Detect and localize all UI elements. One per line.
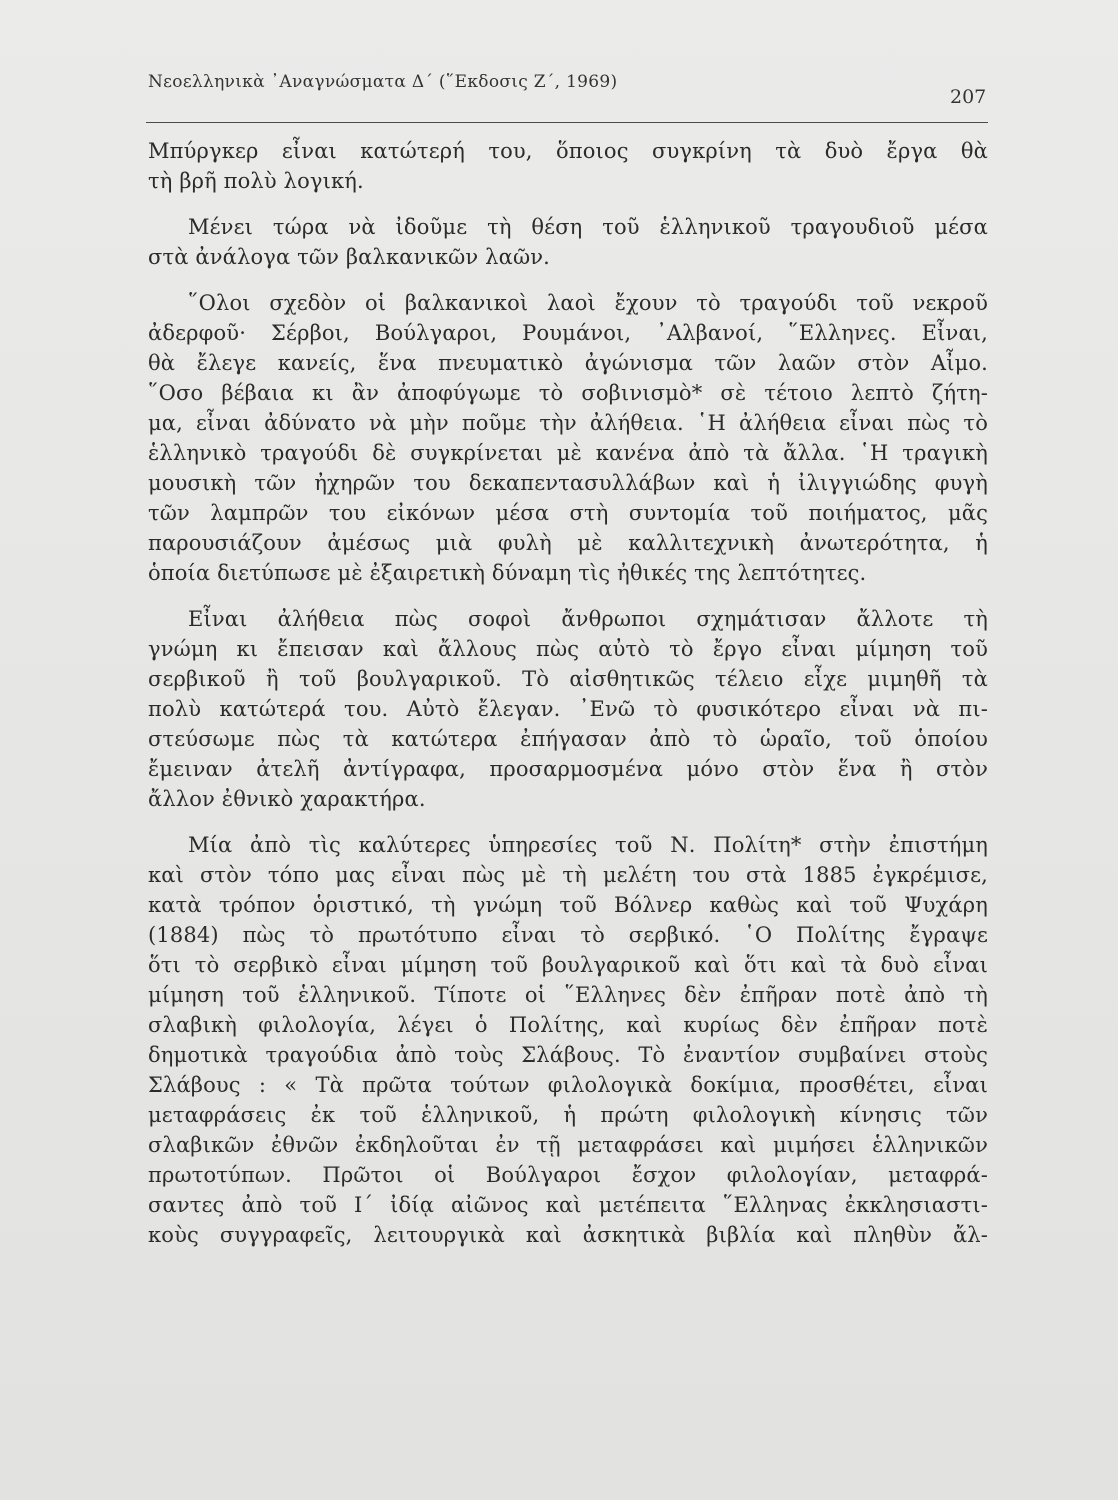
text-line: ἄλλον ἐθνικὸ χαρακτήρα.: [148, 787, 426, 811]
paragraph-5: [148, 830, 988, 1250]
text-line: μα, εἶναι ἀδύνατο νὰ μὴν ποῦμε τὴν ἀλήθεια. ῾Η ἀλήθεια εἶναι πὼς τὸ: [148, 411, 988, 435]
text-line: μεταφράσεις ἐκ τοῦ ἑλληνικοῦ, ἡ πρώτη φιλολογικὴ κίνησις τῶν: [148, 1103, 988, 1127]
text-line: Μένει τώρα νὰ ἰδοῦμε τὴ θέση τοῦ ἑλληνικοῦ τραγουδιοῦ μέσα: [188, 215, 988, 239]
running-header-title: Νεοελληνικὰ ᾿Αναγνώσματα Δ΄ (῞Εκδοσις Ζ΄, 1969): [148, 72, 618, 92]
text-line: (1884) πὼς τὸ πρωτότυπο εἶναι τὸ σερβικό. ῾Ο Πολίτης ἔγραψε: [148, 923, 988, 947]
paragraph-4: [148, 604, 988, 814]
text-line: κατὰ τρόπον ὁριστικό, τὴ γνώμη τοῦ Βόλνερ καθὼς καὶ τοῦ Ψυχάρη: [148, 893, 988, 917]
text-line: ὅτι τὸ σερβικὸ εἶναι μίμηση τοῦ βουλγαρικοῦ καὶ ὅτι καὶ τὰ δυὸ εἶναι: [148, 953, 988, 977]
text-line: κοὺς συγγραφεῖς, λειτουργικὰ καὶ ἀσκητικὰ βιβλία καὶ πληθὺν ἄλ-: [148, 1223, 988, 1247]
text-line: ῞Οσο βέβαια κι ἂν ἀποφύγωμε τὸ σοβινισμὸ* σὲ τέτοιο λεπτὸ ζήτη-: [148, 381, 988, 405]
text-line: ῞Ολοι σχεδὸν οἱ βαλκανικοὶ λαοὶ ἔχουν τὸ τραγούδι τοῦ νεκροῦ: [188, 291, 988, 315]
text-line: σερβικοῦ ἢ τοῦ βουλγαρικοῦ. Τὸ αἰσθητικῶς τέλειο εἶχε μιμηθῆ τὰ: [148, 667, 988, 691]
text-line: Μία ἀπὸ τὶς καλύτερες ὑπηρεσίες τοῦ Ν. Πολίτη* στὴν ἐπιστήμη: [188, 833, 988, 857]
text-line: ὁποία διετύπωσε μὲ ἐξαιρετικὴ δύναμη τὶς ἠθικές της λεπτότητες.: [148, 561, 867, 585]
text-line: παρουσιάζουν ἀμέσως μιὰ φυλὴ μὲ καλλιτεχνικὴ ἀνωτερότητα, ἡ: [148, 531, 988, 555]
text-line: ἔμειναν ἀτελῆ ἀντίγραφα, προσαρμοσμένα μόνο στὸν ἕνα ἢ στὸν: [148, 757, 988, 781]
text-line: γνώμη κι ἔπεισαν καὶ ἄλλους πὼς αὐτὸ τὸ ἔργο εἶναι μίμηση τοῦ: [148, 637, 988, 661]
text-line: σαντες ἀπὸ τοῦ Ι΄ ἰδίᾳ αἰῶνος καὶ μετέπειτα ῞Ελληνας ἐκκλησιαστι-: [148, 1193, 988, 1217]
text-line: πολὺ κατώτερά του. Αὐτὸ ἔλεγαν. ᾿Ενῶ τὸ φυσικότερο εἶναι νὰ πι-: [148, 697, 988, 721]
text-line: ἑλληνικὸ τραγούδι δὲ συγκρίνεται μὲ κανένα ἀπὸ τὰ ἄλλα. ῾Η τραγικὴ: [148, 441, 988, 465]
text-line: τῶν λαμπρῶν του εἰκόνων μέσα στὴ συντομία τοῦ ποιήματος, μᾶς: [148, 501, 988, 525]
body-text: [148, 136, 988, 1250]
paragraph-2: [148, 212, 988, 272]
text-line: Μπύργκερ εἶναι κατώτερή του, ὅποιος συγκρίνη τὰ δυὸ ἔργα θὰ: [148, 139, 988, 163]
paragraph-1: [148, 136, 988, 196]
text-line: στὰ ἀνάλογα τῶν βαλκανικῶν λαῶν.: [148, 245, 550, 269]
text-line: τὴ βρῆ πολὺ λογική.: [148, 169, 364, 193]
text-line: στεύσωμε πὼς τὰ κατώτερα ἐπήγασαν ἀπὸ τὸ ὡραῖο, τοῦ ὁποίου: [148, 727, 988, 751]
text-line: μίμηση τοῦ ἑλληνικοῦ. Τίποτε οἱ ῞Ελληνες δὲν ἐπῆραν ποτὲ ἀπὸ τὴ: [148, 983, 988, 1007]
text-line: δημοτικὰ τραγούδια ἀπὸ τοὺς Σλάβους. Τὸ ἐναντίον συμβαίνει στοὺς: [148, 1043, 988, 1067]
paragraph-3: [148, 288, 988, 588]
text-line: καὶ στὸν τόπο μας εἶναι πὼς μὲ τὴ μελέτη του στὰ 1885 ἐγκρέμισε,: [148, 863, 988, 887]
text-line: Εἶναι ἀλήθεια πὼς σοφοὶ ἄνθρωποι σχημάτισαν ἄλλοτε τὴ: [188, 607, 988, 631]
text-line: σλαβικῶν ἐθνῶν ἐκδηλοῦται ἐν τῇ μεταφράσει καὶ μιμήσει ἑλληνικῶν: [148, 1133, 988, 1157]
text-line: πρωτοτύπων. Πρῶτοι οἱ Βούλγαροι ἔσχον φιλολογίαν, μεταφρά-: [148, 1163, 988, 1187]
text-line: θὰ ἔλεγε κανείς, ἕνα πνευματικὸ ἀγώνισμα τῶν λαῶν στὸν Αἶμο.: [148, 351, 988, 375]
text-line: ἀδερφοῦ· Σέρβοι, Βούλγαροι, Ρουμάνοι, ᾿Αλβανοί, ῞Ελληνες. Εἶναι,: [148, 321, 988, 345]
text-line: μουσικὴ τῶν ἠχηρῶν του δεκαπεντασυλλάβων καὶ ἡ ἰλιγγιώδης φυγὴ: [148, 471, 988, 495]
text-line: Σλάβους : « Τὰ πρῶτα τούτων φιλολογικὰ δοκίμια, προσθέτει, εἶναι: [148, 1073, 988, 1097]
header-rule: [146, 122, 988, 123]
text-line: σλαβικὴ φιλολογία, λέγει ὁ Πολίτης, καὶ κυρίως δὲν ἐπῆραν ποτὲ: [148, 1013, 988, 1037]
page-number: 207: [950, 86, 987, 108]
